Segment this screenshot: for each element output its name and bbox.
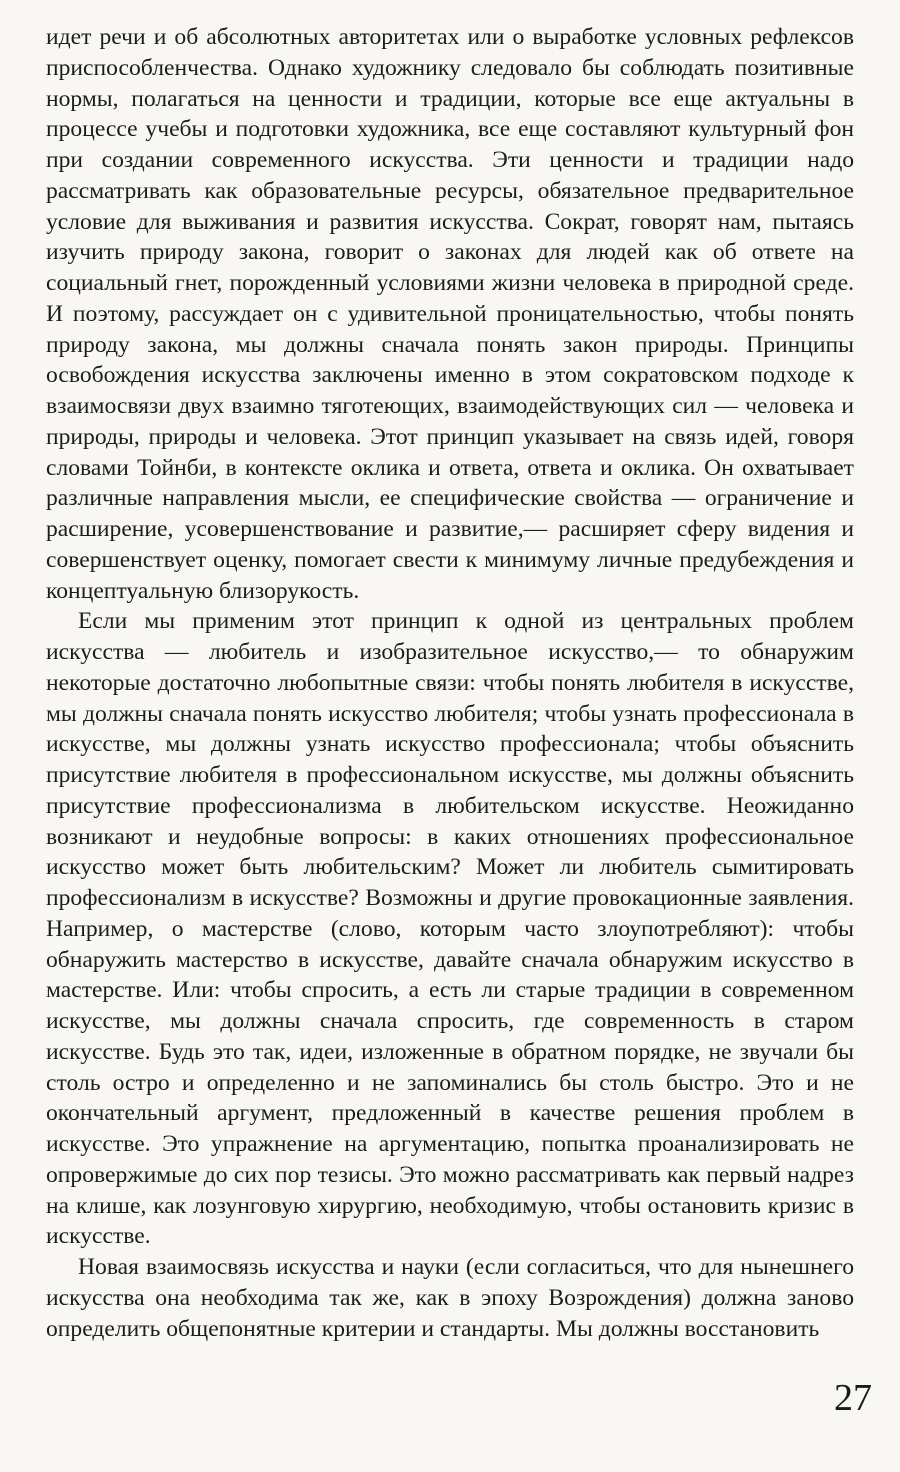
paragraph-2: Если мы применим этот принцип к одной из центральных проблем искусства — любитель и изобразительное искусство,— то обнаружим некоторые достаточно любопытные связи: чтобы понять любителя в искусстве, мы должны сначала понять искусство любителя; чтобы узнать профессионала в искусстве, мы должны узнать искусство профессионала; чтобы объяснить присутствие любителя в профессиональном искусстве, мы должны объяснить присутствие профессионализма в любительском искусстве. Неожиданно возникают и неудобные вопросы: в каких отношениях профессиональное искусство может быть любительским? Может ли любитель сымитировать профессионализм в искусстве? Возможны и другие провокационные заявления. Например, о мастерстве (слово, которым часто злоупотребляют): чтобы обнаружить мастерство в искусстве, давайте сначала обнаружим искусство в мастерстве. Или: чтобы спросить, а есть ли старые традиции в современном искусстве, мы должны сначала спросить, где современность в старом искусстве. Будь это так, идеи, изложенные в обратном порядке, не звучали бы столь остро и определенно и не запоминались бы столь быстро. Это и не окончательный аргумент, предложенный в качестве решения проблем в искусстве. Это упражнение на аргументацию, попытка проанализировать не опровержимые до сих пор тезисы. Это можно рассматривать как первый надрез на клише, как лозунговую хирургию, необходимую, чтобы остановить кризис в искусстве. (46, 608, 854, 1250)
body-text (46, 22, 854, 1344)
paragraph-3: Новая взаимосвязь искусства и науки (если согласиться, что для нынешнего искусства она необходима так же, как в эпоху Возрождения) должна заново определить общепонятные критерии и стандарты. Мы должны восстановить (46, 1254, 854, 1342)
paragraph-1: идет речи и об абсолютных авторитетах или о выработке условных рефлексов приспособленчества. Однако художнику следовало бы соблюдать позитивные нормы, полагаться на ценности и традиции, которые все еще актуальны в процессе учебы и подготовки художника, все еще составляют культурный фон при создании современного искусства. Эти ценности и традиции надо рассматривать как образовательные ресурсы, обязательное предварительное условие для выживания и развития искусства. Сократ, говорят нам, пытаясь изучить природу закона, говорит о законах для людей как об ответе на социальный гнет, порожденный условиями жизни человека в природной среде. И поэтому, рассуждает он с удивительной проницательностью, чтобы понять природу закона, мы должны сначала понять закон природы. Принципы освобождения искусства заключены именно в этом сократовском подходе к взаимосвязи двух взаимно тяготеющих, взаимодействующих сил — человека и природы, природы и человека. Этот принцип указывает на связь идей, говоря словами Тойнби, в контексте оклика и ответа, ответа и оклика. Он охватывает различные направления мысли, ее специфические свойства — ограничение и расширение, усовершенствование и развитие,— расширяет сферу видения и совершенствует оценку, помогает свести к минимуму личные предубеждения и концептуальную близорукость. (46, 24, 854, 604)
page-number: 27 (834, 1377, 872, 1419)
